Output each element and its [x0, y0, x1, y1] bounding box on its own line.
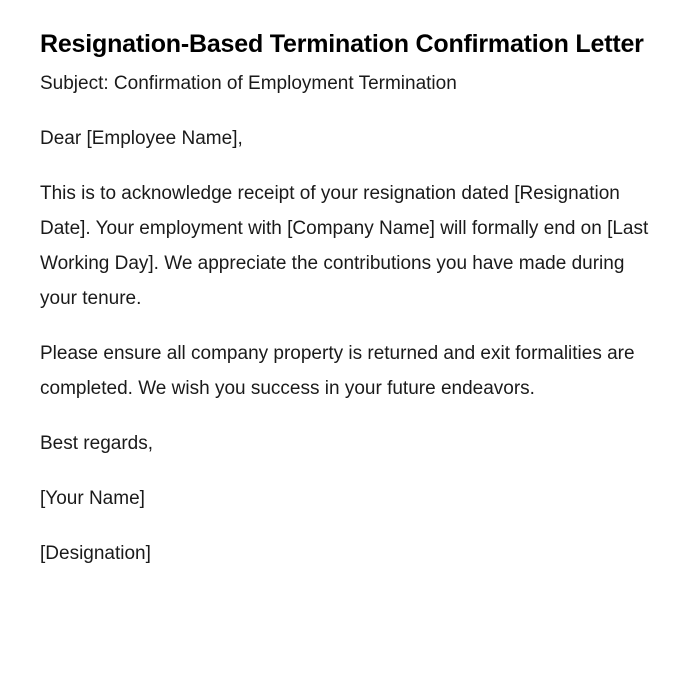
letter-title: Resignation-Based Termination Confirmation Letter [40, 30, 644, 58]
letter-document [40, 22, 650, 571]
letter-greeting: Dear [Employee Name], [40, 128, 243, 149]
letter-closing: Best regards, [40, 433, 153, 454]
sender-name: [Your Name] [40, 488, 145, 509]
letter-body-paragraph-2: Please ensure all company property is returned and exit formalities are completed. We wish you success in your future endeavors. [40, 343, 635, 399]
letter-body-paragraph-1: This is to acknowledge receipt of your resignation dated [Resignation Date]. Your employment with [Company Name] will formally end on [Last Working Day]. We appreciate the contributions you have made during your tenure. [40, 183, 649, 309]
sender-designation: [Designation] [40, 543, 151, 564]
letter-subject: Subject: Confirmation of Employment Termination [40, 73, 457, 94]
